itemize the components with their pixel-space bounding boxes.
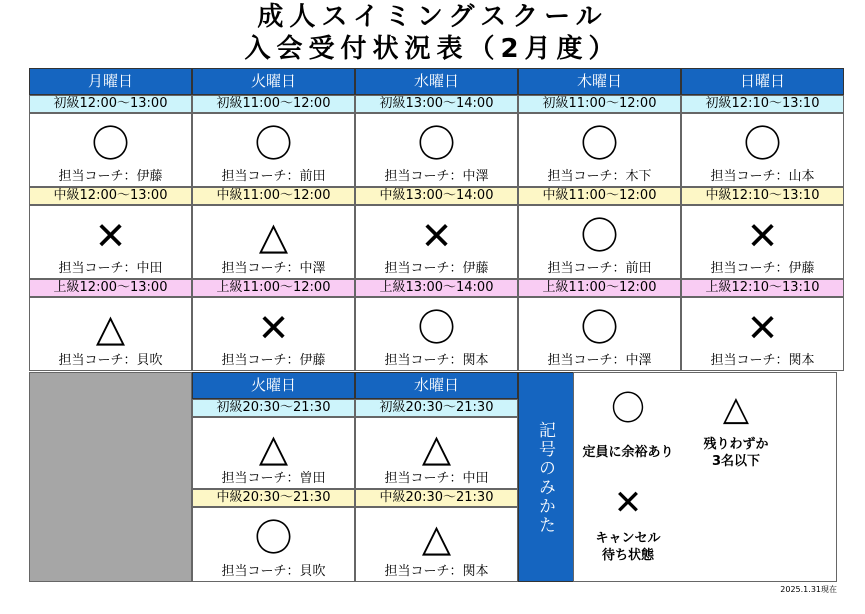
coach-name: 担当コーチ：前田 (221, 169, 326, 184)
status-symbol: 〇 (91, 122, 130, 166)
time-slot: 上級13:00～14:00 (355, 279, 518, 297)
coach-name: 担当コーチ：関本 (384, 353, 489, 368)
status-symbol: 〇 (743, 122, 782, 166)
legend-cross-text-2: 待ち状態 (601, 548, 654, 563)
status-cell (355, 507, 518, 582)
day-header: 水曜日 (355, 68, 518, 95)
coach-name: 担当コーチ：中澤 (547, 353, 652, 368)
status-cell (518, 297, 681, 371)
time-slot-evening: 初級20:30～21:30 (355, 399, 518, 417)
coach-name: 担当コーチ：曽田 (221, 471, 326, 486)
legend-cross-text-1: キャンセル (595, 531, 661, 546)
time-slot-evening: 初級20:30～21:30 (192, 399, 355, 417)
day-header: 月曜日 (29, 68, 192, 95)
coach-name: 担当コーチ：山本 (710, 169, 815, 184)
status-symbol: 〇 (580, 214, 619, 258)
coach-name: 担当コーチ：中澤 (384, 169, 489, 184)
coach-name: 担当コーチ：伊藤 (710, 261, 815, 276)
coach-name: 担当コーチ：関本 (710, 353, 815, 368)
status-symbol: △ (421, 516, 452, 560)
status-cell (681, 205, 844, 279)
coach-name: 担当コーチ：木下 (547, 169, 652, 184)
status-cell (355, 205, 518, 279)
day-header: 日曜日 (681, 68, 844, 95)
status-symbol: △ (95, 306, 126, 350)
status-symbol: ✕ (94, 214, 127, 258)
coach-name: 担当コーチ：伊藤 (221, 353, 326, 368)
date-note: 2025.1.31現在 (780, 585, 837, 594)
status-cell (681, 297, 844, 371)
empty-gray-block (29, 372, 192, 582)
day-header-evening: 水曜日 (355, 372, 518, 399)
time-slot: 中級13:00～14:00 (355, 187, 518, 205)
status-cell (192, 507, 355, 582)
status-cell (355, 297, 518, 371)
time-slot: 初級12:00～13:00 (29, 95, 192, 113)
coach-name: 担当コーチ：貝吹 (58, 353, 163, 368)
day-header: 木曜日 (518, 68, 681, 95)
coach-name: 担当コーチ：中田 (58, 261, 163, 276)
legend-panel (573, 372, 837, 582)
status-cell (29, 113, 192, 187)
legend-side-text: 記号のみかた (535, 421, 555, 535)
legend-triangle-text-1: 残りわずか (703, 437, 769, 452)
time-slot: 初級12:10～13:10 (681, 95, 844, 113)
time-slot: 初級11:00～12:00 (518, 95, 681, 113)
status-cell (355, 417, 518, 489)
page-title: 成人スイミングスクール (257, 2, 608, 32)
status-cell (192, 113, 355, 187)
time-slot: 上級12:10～13:10 (681, 279, 844, 297)
time-slot: 中級12:00～13:00 (29, 187, 192, 205)
status-symbol: 〇 (580, 306, 619, 350)
coach-name: 担当コーチ：中田 (384, 471, 489, 486)
status-symbol: ✕ (746, 306, 779, 350)
status-cell (518, 113, 681, 187)
time-slot: 上級11:00～12:00 (192, 279, 355, 297)
time-slot: 中級11:00～12:00 (518, 187, 681, 205)
legend-triangle-icon: △ (722, 389, 750, 429)
time-slot: 中級12:10～13:10 (681, 187, 844, 205)
time-slot-evening: 中級20:30～21:30 (355, 489, 518, 507)
time-slot: 初級11:00～12:00 (192, 95, 355, 113)
status-cell (355, 113, 518, 187)
legend-side-label (518, 372, 574, 582)
coach-name: 担当コーチ：中澤 (221, 261, 326, 276)
status-cell (29, 297, 192, 371)
status-symbol: ✕ (746, 214, 779, 258)
time-slot: 上級11:00～12:00 (518, 279, 681, 297)
status-symbol: ✕ (420, 214, 453, 258)
status-symbol: 〇 (417, 122, 456, 166)
coach-name: 担当コーチ：貝吹 (221, 564, 326, 579)
status-symbol: 〇 (254, 122, 293, 166)
legend-circle-icon: 〇 (611, 389, 645, 429)
day-header-evening: 火曜日 (192, 372, 355, 399)
status-symbol: 〇 (254, 516, 293, 560)
status-cell (518, 205, 681, 279)
status-symbol: ✕ (257, 306, 290, 350)
legend-circle-text: 定員に余裕あり (582, 445, 674, 460)
coach-name: 担当コーチ：伊藤 (58, 169, 163, 184)
status-cell (681, 113, 844, 187)
time-slot: 初級13:00～14:00 (355, 95, 518, 113)
coach-name: 担当コーチ：前田 (547, 261, 652, 276)
time-slot-evening: 中級20:30～21:30 (192, 489, 355, 507)
day-header: 火曜日 (192, 68, 355, 95)
status-symbol: 〇 (580, 122, 619, 166)
coach-name: 担当コーチ：関本 (384, 564, 489, 579)
status-symbol: △ (258, 426, 289, 470)
page-subtitle: 入会受付状況表（2月度） (244, 34, 621, 64)
status-symbol: △ (421, 426, 452, 470)
legend-cross-icon: ✕ (613, 483, 643, 523)
status-cell (192, 205, 355, 279)
legend-triangle-text-2: 3名以下 (711, 454, 761, 469)
status-symbol: 〇 (417, 306, 456, 350)
status-cell (192, 417, 355, 489)
status-cell (192, 297, 355, 371)
time-slot: 上級12:00～13:00 (29, 279, 192, 297)
status-cell (29, 205, 192, 279)
status-symbol: △ (258, 214, 289, 258)
coach-name: 担当コーチ：伊藤 (384, 261, 489, 276)
time-slot: 中級11:00～12:00 (192, 187, 355, 205)
